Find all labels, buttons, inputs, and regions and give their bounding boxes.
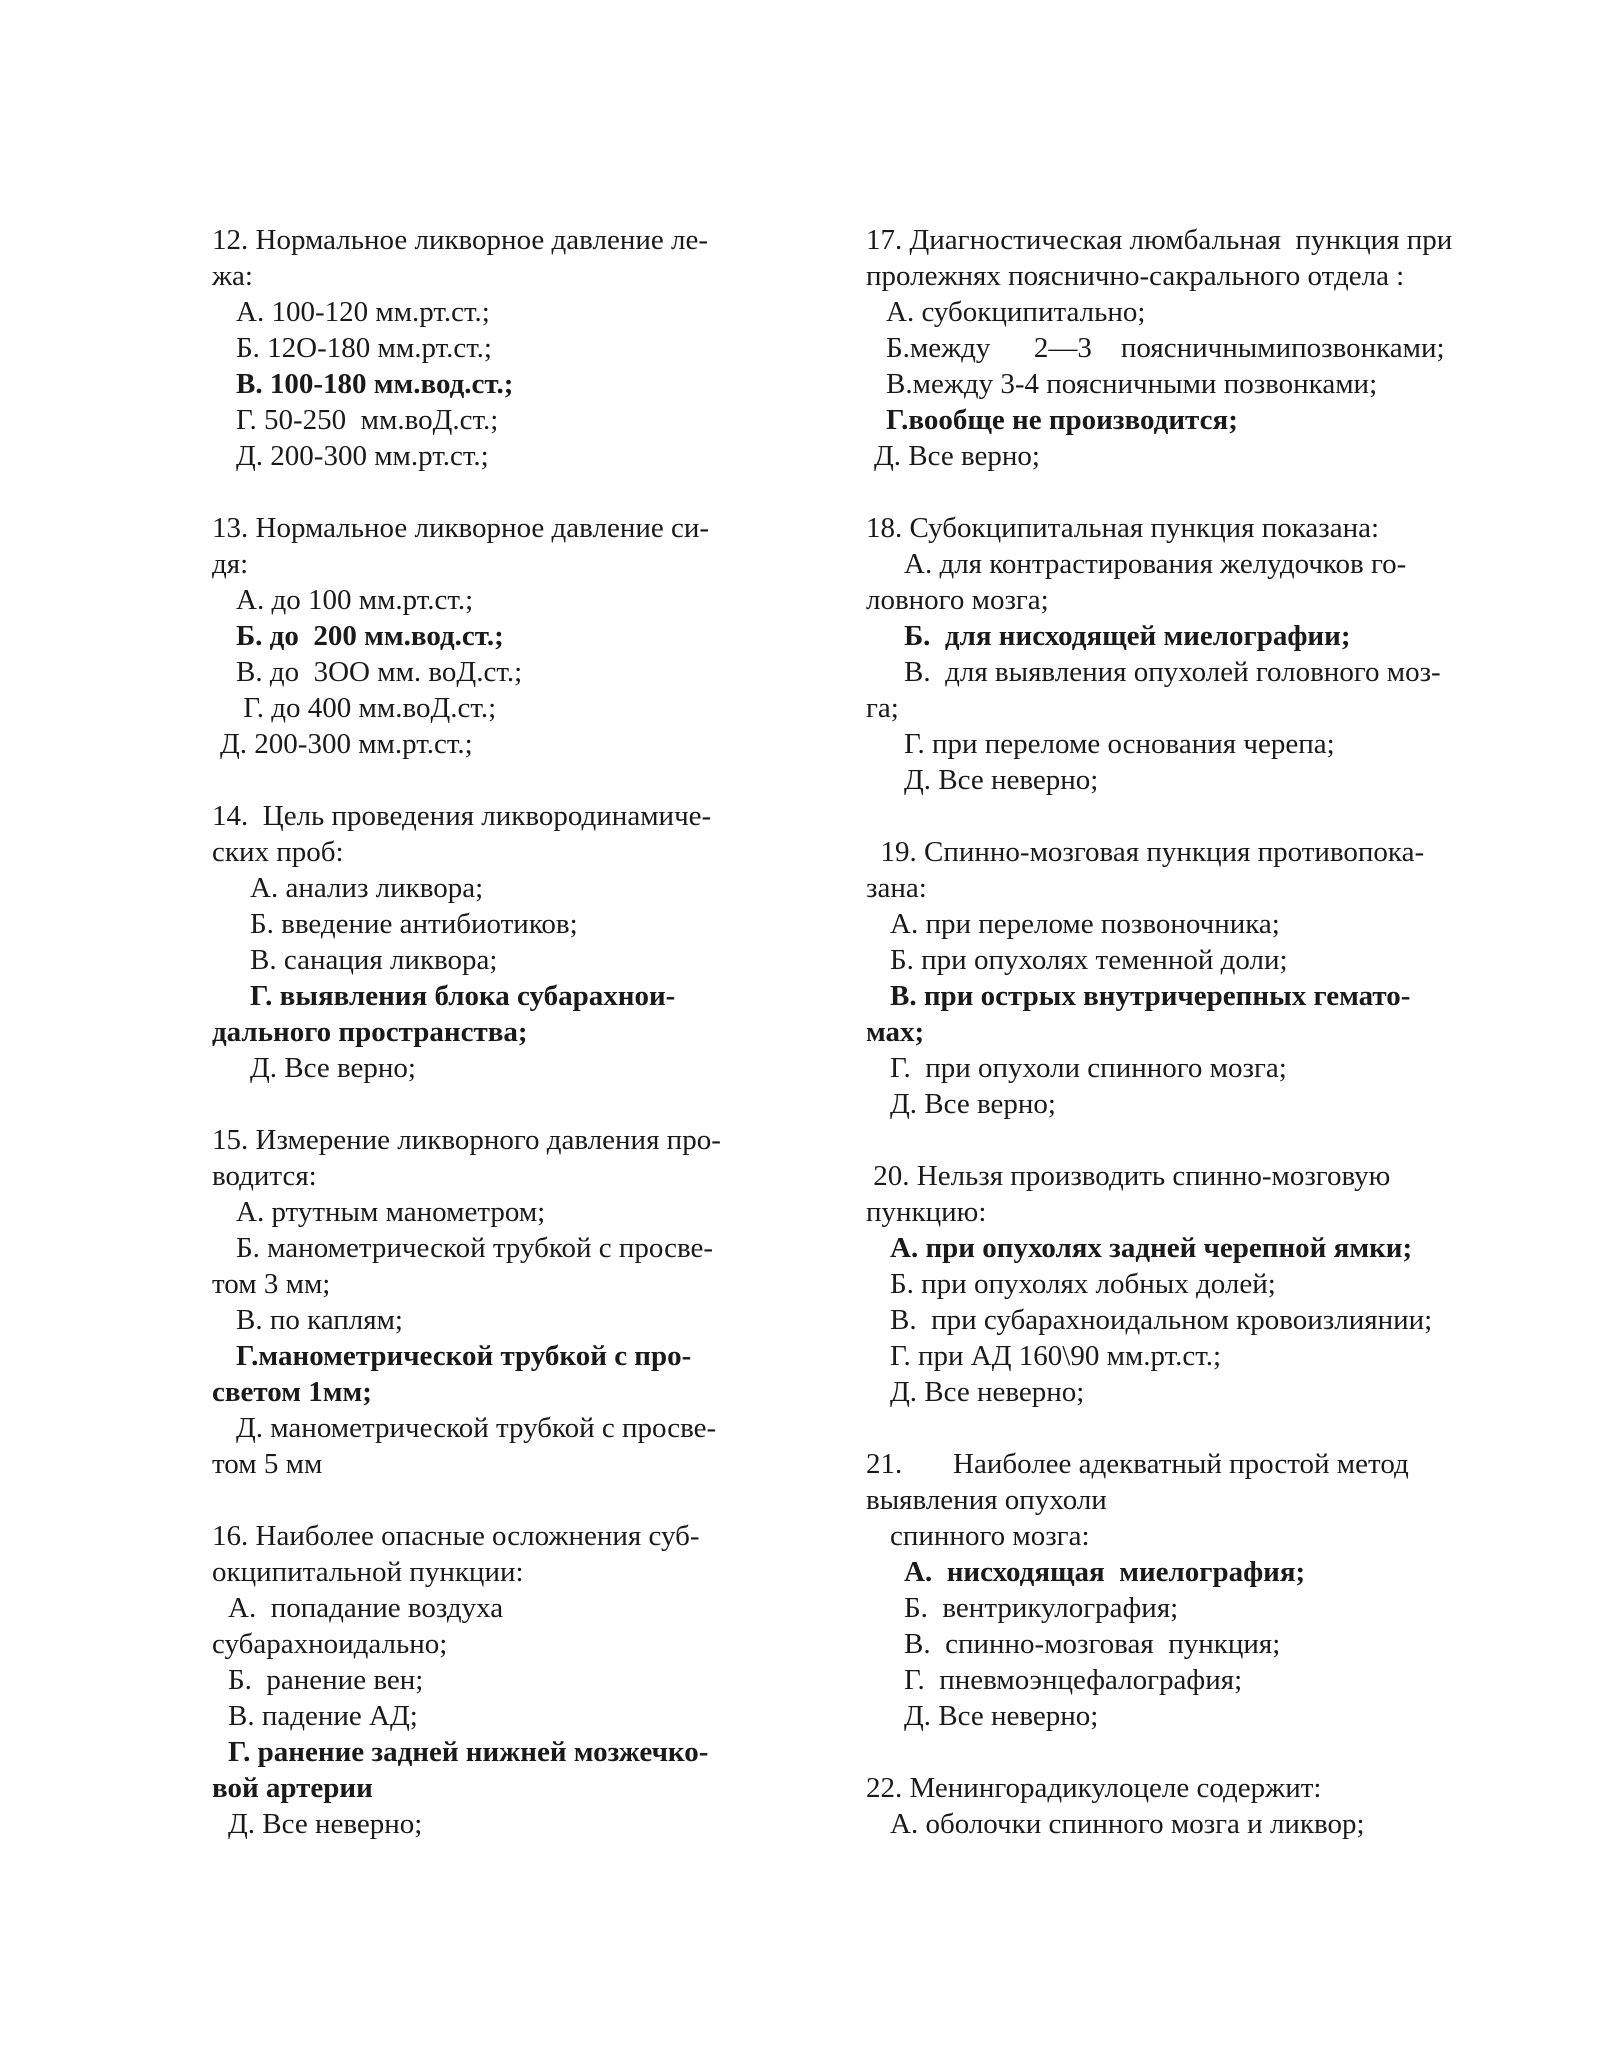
question-text: 15. Измерение ликворного давления про- [212, 1124, 721, 1156]
question-block [212, 1122, 772, 1482]
answer-line: пункцию: [866, 1196, 987, 1228]
answer-line: ловного мозга; [866, 584, 1049, 616]
answer-line: Д. Все верно; [250, 1052, 416, 1084]
answer-line: Б. 12О-180 мм.рт.ст.; [236, 332, 492, 364]
answer-line: Д. Все неверно; [904, 1700, 1099, 1732]
question-block [866, 834, 1516, 1122]
question-text: 21. Наиболее адекватный простой метод [866, 1448, 1409, 1480]
answer-line: том 3 мм; [212, 1268, 331, 1300]
correct-answer-line: мах; [866, 1016, 925, 1048]
answer-line: А. субокципитально; [886, 296, 1146, 328]
answer-line: Б. ранение вен; [228, 1664, 424, 1696]
question-text: 18. Субокципитальная пункция показана: [866, 512, 1380, 544]
correct-answer-line: В. 100-180 мм.вод.ст.; [236, 368, 514, 400]
answer-line: В. по каплям; [236, 1304, 403, 1336]
question-text: 13. Нормальное ликворное давление си- [212, 512, 710, 544]
correct-answer-line: светом 1мм; [212, 1376, 372, 1408]
answer-line: А. до 100 мм.рт.ст.; [236, 584, 474, 616]
correct-answer-line: Г.вообще не производится; [886, 404, 1238, 436]
answer-line: А. 100-120 мм.рт.ст.; [236, 296, 490, 328]
answer-line: В. спинно-мозговая пункция; [904, 1628, 1281, 1660]
answer-line: субарахноидально; [212, 1628, 448, 1660]
question-text: 19. Спинно-мозговая пункция противопока- [866, 836, 1425, 868]
question-block [866, 1446, 1516, 1734]
question-text: 17. Диагностическая люмбальная пункция при [866, 224, 1453, 256]
answer-line: Д. 200-300 мм.рт.ст.; [236, 440, 489, 472]
answer-line: В. при субарахноидальном кровоизлиянии; [890, 1304, 1433, 1336]
answer-line: водится: [212, 1160, 317, 1192]
correct-answer-line: А. при опухолях задней черепной ямки; [890, 1232, 1413, 1264]
answer-line: пролежнях пояснично-сакрального отдела : [866, 260, 1405, 292]
answer-line: выявления опухоли [866, 1484, 1107, 1516]
answer-line: спинного мозга: [890, 1520, 1090, 1552]
answer-line: А. при переломе позвоночника; [890, 908, 1280, 940]
correct-answer-line: Г.манометрической трубкой с про- [236, 1340, 692, 1372]
answer-line: В. для выявления опухолей головного моз- [904, 656, 1441, 688]
correct-answer-line: В. при острых внутричерепных гемато- [890, 980, 1411, 1012]
answer-line: ских проб: [212, 836, 344, 868]
answer-line: зана: [866, 872, 927, 904]
answer-line: А. ртутным манометром; [236, 1196, 546, 1228]
answer-line: Б. при опухолях лобных долей; [890, 1268, 1276, 1300]
question-text: 12. Нормальное ликворное давление ле- [212, 224, 708, 256]
answer-line: Б.между 2—3 поясничнымипозвонками; [886, 332, 1445, 364]
answer-line: А. для контрастирования желудочков го- [904, 548, 1407, 580]
right-column [866, 222, 1516, 1878]
correct-answer-line: Г. выявления блока субарахнои- [250, 980, 676, 1012]
answer-line: Д. манометрической трубкой с просве- [236, 1412, 717, 1444]
answer-line: В. до 3ОО мм. воД.ст.; [236, 656, 523, 688]
question-block [866, 510, 1516, 798]
question-text: 14. Цель проведения ликвородинамиче- [212, 800, 712, 832]
correct-answer-line: Б. до 200 мм.вод.ст.; [236, 620, 504, 652]
answer-line: Д. Все неверно; [228, 1808, 423, 1840]
question-block [212, 798, 772, 1086]
question-text: 16. Наиболее опасные осложнения суб- [212, 1520, 700, 1552]
answer-line: А. анализ ликвора; [250, 872, 484, 904]
answer-line: В.между 3-4 поясничными позвонками; [886, 368, 1378, 400]
answer-line: Д. Все верно; [890, 1088, 1056, 1120]
answer-line: А. оболочки спинного мозга и ликвор; [890, 1808, 1365, 1840]
answer-line: Г. при переломе основания черепа; [904, 728, 1335, 760]
answer-line: Г. до 400 мм.воД.ст.; [236, 692, 497, 724]
answer-line: окципитальной пункции: [212, 1556, 524, 1588]
answer-line: Б. при опухолях теменной доли; [890, 944, 1288, 976]
correct-answer-line: дального пространства; [212, 1016, 528, 1048]
question-text: 22. Менингорадикулоцеле содержит: [866, 1772, 1322, 1804]
question-block [866, 1770, 1516, 1842]
answer-line: Д. Все неверно; [904, 764, 1099, 796]
question-block [212, 1518, 772, 1842]
answer-line: жа: [212, 260, 253, 292]
answer-line: Г. 50-250 мм.воД.ст.; [236, 404, 499, 436]
question-text: 20. Нельзя производить спинно-мозговую [866, 1160, 1391, 1192]
answer-line: Г. пневмоэнцефалография; [904, 1664, 1243, 1696]
answer-line: Д. 200-300 мм.рт.ст.; [220, 728, 473, 760]
correct-answer-line: вой артерии [212, 1772, 373, 1804]
left-column [212, 222, 772, 1878]
question-block [212, 222, 772, 474]
answer-line: В. санация ликвора; [250, 944, 498, 976]
question-block [212, 510, 772, 762]
correct-answer-line: Б. для нисходящей миелографии; [904, 620, 1351, 652]
answer-line: га; [866, 692, 899, 724]
question-block [866, 222, 1516, 474]
answer-line: А. попадание воздуха [228, 1592, 504, 1624]
answer-line: Б. введение антибиотиков; [250, 908, 578, 940]
answer-line: Г. при опухоли спинного мозга; [890, 1052, 1287, 1084]
answer-line: Б. манометрической трубкой с просве- [236, 1232, 714, 1264]
answer-line: Д. Все неверно; [890, 1376, 1085, 1408]
answer-line: В. падение АД; [228, 1700, 418, 1732]
answer-line: том 5 мм [212, 1448, 323, 1480]
answer-line: Д. Все верно; [874, 440, 1040, 472]
answer-line: дя: [212, 548, 249, 580]
question-block [866, 1158, 1516, 1410]
correct-answer-line: Г. ранение задней нижней мозжечко- [228, 1736, 709, 1768]
answer-line: Б. вентрикулография; [904, 1592, 1179, 1624]
answer-line: Г. при АД 160\90 мм.рт.ст.; [890, 1340, 1222, 1372]
correct-answer-line: А. нисходящая миелография; [904, 1556, 1306, 1588]
